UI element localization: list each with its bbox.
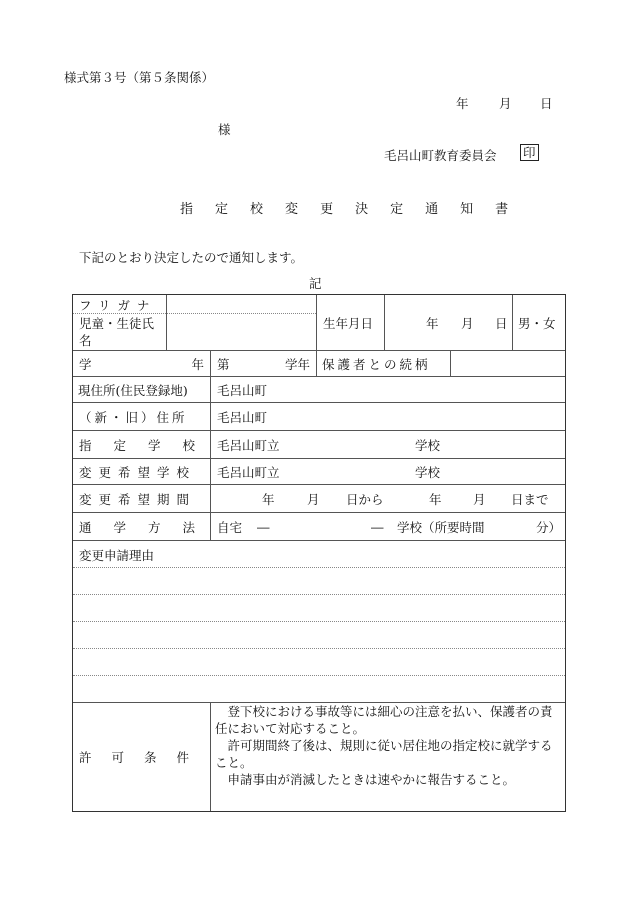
title-char: 指 <box>180 202 194 217</box>
seal-mark: 印 <box>520 144 539 161</box>
title-char: 決 <box>355 202 369 217</box>
birth-day: 日 <box>495 315 508 331</box>
current-address-label-cell <box>73 377 211 402</box>
new-old-address-label: （新・旧）住所 <box>79 409 188 425</box>
commute-dash-1: ― <box>257 519 270 534</box>
document-title <box>180 198 530 217</box>
condition-item: 申請事由が消滅したときは速やかに報告すること。 <box>215 772 516 787</box>
child-name-label: 児童・生徒氏名 <box>79 316 155 348</box>
commute-row <box>73 513 565 541</box>
wish-school-prefix: 毛呂山町立 <box>217 464 280 480</box>
name-label-cell <box>73 295 167 350</box>
addressee-suffix: 様 <box>218 122 231 137</box>
designated-school-prefix: 毛呂山町立 <box>217 437 280 453</box>
title-char: 定 <box>390 202 404 217</box>
condition-item: 登下校における事故等には細心の注意を払い、保護者の責任において対応すること。 <box>215 704 553 736</box>
reason-line[interactable] <box>73 649 565 676</box>
designated-school-label: 指定学校 <box>79 437 218 453</box>
gender-options: 男・女 <box>518 315 556 331</box>
birth-label-cell <box>317 295 385 350</box>
grade-label-cell <box>73 351 211 376</box>
wish-school-label-cell <box>73 459 211 484</box>
furigana-label: フリガナ <box>79 298 157 313</box>
commute-school: 学校（所要時間 <box>397 519 485 535</box>
birth-label: 生年月日 <box>323 315 374 331</box>
current-address-input[interactable] <box>211 377 567 402</box>
commute-minutes: 分） <box>535 519 561 535</box>
wish-period-label: 変更希望期間 <box>79 491 197 507</box>
date-month-label: 月 <box>499 96 512 111</box>
birth-value-cell[interactable] <box>385 295 513 350</box>
condition-item: 許可期間終了後は、規則に従い居住地の指定校に就学すること。 <box>215 738 553 770</box>
wish-period-label-cell <box>73 485 211 512</box>
current-address-label: 現住所(住民登録地) <box>78 382 188 398</box>
wish-school-suffix: 学校 <box>415 464 441 480</box>
title-char: 書 <box>495 202 509 217</box>
birth-year: 年 <box>426 315 439 331</box>
commute-home: 自宅 <box>217 519 243 535</box>
conditions-row <box>73 703 565 811</box>
grade-label-b: 年 <box>191 356 204 372</box>
name-row <box>73 295 565 351</box>
wish-school-input[interactable] <box>211 459 567 484</box>
title-char: 校 <box>250 202 264 217</box>
title-char: 通 <box>425 202 439 217</box>
reason-line[interactable] <box>73 676 565 703</box>
title-char: 更 <box>320 202 334 217</box>
reason-line[interactable] <box>73 622 565 649</box>
wish-school-label: 変更希望学校 <box>79 464 197 480</box>
grade-value-cell[interactable] <box>211 351 317 376</box>
designated-school-suffix: 学校 <box>415 437 441 453</box>
name-input-cell[interactable] <box>167 295 317 350</box>
guardian-relation-input[interactable] <box>451 351 567 376</box>
date-day-label: 日 <box>540 96 553 111</box>
conditions-label: 許可条件 <box>79 750 210 765</box>
wish-period-input[interactable] <box>211 485 567 512</box>
guardian-label-cell <box>317 351 451 376</box>
guardian-relation-label: 保護者との続柄 <box>322 356 431 372</box>
conditions-text <box>211 703 567 811</box>
commute-label-cell <box>73 513 218 540</box>
period-month-2: 月 <box>473 491 486 507</box>
new-old-address-input[interactable] <box>211 403 567 430</box>
period-year-2: 年 <box>429 491 442 507</box>
reason-line[interactable] <box>73 568 565 595</box>
period-month-1: 月 <box>307 491 320 507</box>
reason-line[interactable] <box>73 541 565 568</box>
period-year-1: 年 <box>262 491 275 507</box>
commute-input[interactable] <box>211 513 567 540</box>
commute-label: 通学方法 <box>79 519 218 535</box>
designated-school-input[interactable] <box>211 431 567 458</box>
title-char: 知 <box>460 202 474 217</box>
conditions-label-cell <box>73 703 211 811</box>
period-from: 日から <box>346 491 384 507</box>
wish-period-row <box>73 485 565 513</box>
birth-month: 月 <box>461 315 474 331</box>
new-old-address-label-cell <box>73 403 211 430</box>
application-table <box>72 294 566 812</box>
title-char: 定 <box>215 202 229 217</box>
reason-label: 変更申請理由 <box>79 548 155 563</box>
title-char: 変 <box>285 202 299 217</box>
grade-row <box>73 351 565 377</box>
grade-value-a: 第 <box>217 356 230 372</box>
designated-school-label-cell <box>73 431 218 458</box>
reason-line[interactable] <box>73 595 565 622</box>
new-old-address-row <box>73 403 565 431</box>
period-to: 日まで <box>511 491 549 507</box>
intro-text: 下記のとおり決定したので通知します。 <box>79 250 304 265</box>
current-address-value: 毛呂山町 <box>217 382 268 398</box>
issuer-name: 毛呂山町教育委員会 <box>384 148 497 163</box>
grade-value-b: 学年 <box>284 356 310 372</box>
current-address-row <box>73 377 565 403</box>
date-year-label: 年 <box>456 96 469 111</box>
new-old-address-value: 毛呂山町 <box>217 409 268 425</box>
ki-label: 記 <box>309 276 322 291</box>
gender-cell[interactable] <box>513 295 567 350</box>
grade-label-a: 学 <box>79 356 92 372</box>
designated-school-row <box>73 431 565 459</box>
commute-dash-2: ― <box>371 519 384 534</box>
form-number: 様式第３号（第５条関係） <box>64 70 215 85</box>
wish-school-row <box>73 459 565 485</box>
